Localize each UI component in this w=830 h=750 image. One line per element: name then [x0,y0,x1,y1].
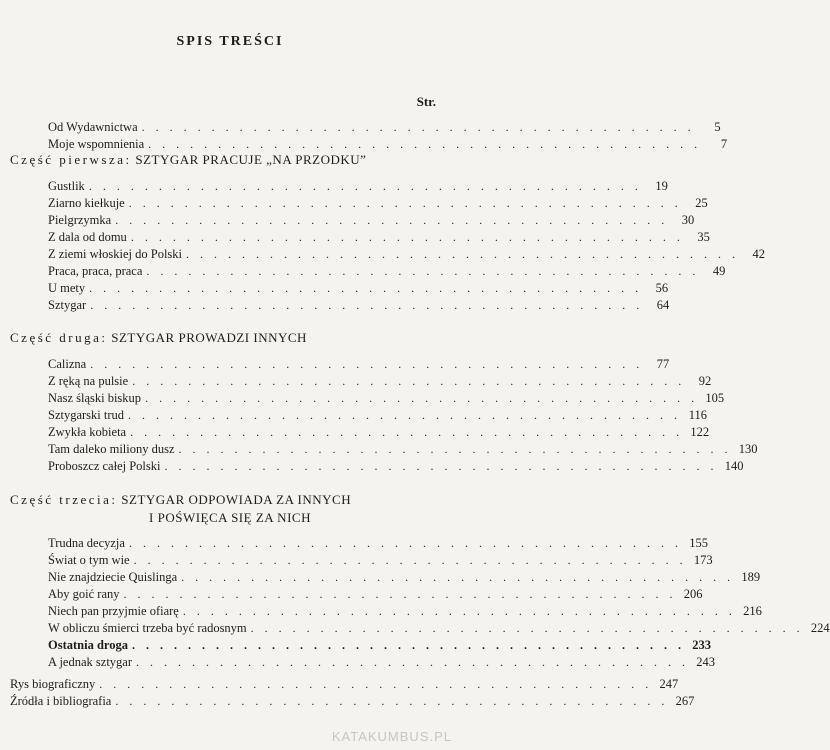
toc-entry: Calizna . . . . . . . . . . . . . . . . . . . . . . . . . . . . . . . . . . . . . . . . 77 [48,357,670,371]
toc-entry: Praca, praca, praca . . . . . . . . . . . . . . . . . . . . . . . . . . . . . . . . . . . . . . . . 49 [48,264,726,278]
toc-entry: Świat o tym wie . . . . . . . . . . . . . . . . . . . . . . . . . . . . . . . . . . . . . . . . 173 [48,553,713,567]
watermark: KATAKUMBUS.PL [331,729,452,744]
toc-entry: Ostatnia droga . . . . . . . . . . . . . . . . . . . . . . . . . . . . . . . . . . . . . . . . 233 [48,638,711,652]
toc-entry: Aby goić rany . . . . . . . . . . . . . . . . . . . . . . . . . . . . . . . . . . . . . . . . 206 [48,587,703,601]
toc-entry: Tam daleko miliony dusz . . . . . . . . . . . . . . . . . . . . . . . . . . . . . . . . . . . . . . . . 130 [48,442,758,456]
toc-entry: Zwykła kobieta . . . . . . . . . . . . . . . . . . . . . . . . . . . . . . . . . . . . . . . . 122 [48,425,710,439]
toc-entry: Od Wydawnictwa . . . . . . . . . . . . . . . . . . . . . . . . . . . . . . . . . . . . . . . . 5 [48,120,721,134]
toc-entry: Pielgrzymka . . . . . . . . . . . . . . . . . . . . . . . . . . . . . . . . . . . . . . . . 30 [48,213,695,227]
toc-entry: Z dala od domu . . . . . . . . . . . . . . . . . . . . . . . . . . . . . . . . . . . . . . . . 35 [48,230,710,244]
page-column-header: Str. [416,94,436,109]
toc-entry: U mety . . . . . . . . . . . . . . . . . . . . . . . . . . . . . . . . . . . . . . . . 56 [48,281,669,295]
toc-entry: Moje wspomnienia . . . . . . . . . . . . . . . . . . . . . . . . . . . . . . . . . . . . . . . . 7 [48,137,728,151]
toc-entry: Z ziemi włoskiej do Polski . . . . . . . . . . . . . . . . . . . . . . . . . . . . . . . . . . . . . . . . 42 [48,247,766,261]
toc-entry: Gustlik . . . . . . . . . . . . . . . . . . . . . . . . . . . . . . . . . . . . . . . . 19 [48,179,668,193]
toc-entry: Rys biograficzny . . . . . . . . . . . . . . . . . . . . . . . . . . . . . . . . . . . . . . . . 247 [10,677,679,691]
toc-entry: Proboszcz całej Polski . . . . . . . . . . . . . . . . . . . . . . . . . . . . . . . . . . . . . . . . 140 [48,459,744,473]
part-heading: Część pierwsza: SZTYGAR PRACUJE „NA PRZODKU” [10,152,367,167]
toc-entry: A jednak sztygar . . . . . . . . . . . . . . . . . . . . . . . . . . . . . . . . . . . . . . . . 243 [48,655,716,669]
toc-entry: Sztygar . . . . . . . . . . . . . . . . . . . . . . . . . . . . . . . . . . . . . . . . 64 [48,298,670,312]
part-heading-line2: I POŚWIĘCA SIĘ ZA NICH [149,510,311,525]
toc-entry: Ziarno kiełkuje . . . . . . . . . . . . . . . . . . . . . . . . . . . . . . . . . . . . . . . . 25 [48,196,708,210]
toc-entry: W obliczu śmierci trzeba być radosnym . . . . . . . . . . . . . . . . . . . . . . . . . . . . . . . . . . . . . . . . 224 [48,621,830,635]
part-heading: Część druga: SZTYGAR PROWADZI INNYCH [10,330,307,345]
toc-entry: Nasz śląski biskup . . . . . . . . . . . . . . . . . . . . . . . . . . . . . . . . . . . . . . . . 105 [48,391,725,405]
toc-entry: Sztygarski trud . . . . . . . . . . . . . . . . . . . . . . . . . . . . . . . . . . . . . . . . 116 [48,408,708,422]
toc-entry: Niech pan przyjmie ofiarę . . . . . . . . . . . . . . . . . . . . . . . . . . . . . . . . . . . . . . . . 216 [48,604,762,618]
toc-entry: Nie znajdziecie Quislinga . . . . . . . . . . . . . . . . . . . . . . . . . . . . . . . . . . . . . . . . 189 [48,570,761,584]
toc-entry: Trudna decyzja . . . . . . . . . . . . . . . . . . . . . . . . . . . . . . . . . . . . . . . . 155 [48,536,708,550]
toc-entry: Źródła i bibliografia . . . . . . . . . . . . . . . . . . . . . . . . . . . . . . . . . . . . . . . . 267 [10,694,695,708]
toc-entry: Z ręką na pulsie . . . . . . . . . . . . . . . . . . . . . . . . . . . . . . . . . . . . . . . . 92 [48,374,712,388]
page-title: SPIS TREŚCI [176,34,284,49]
part-heading: Część trzecia: SZTYGAR ODPOWIADA ZA INNYCH [10,492,352,507]
